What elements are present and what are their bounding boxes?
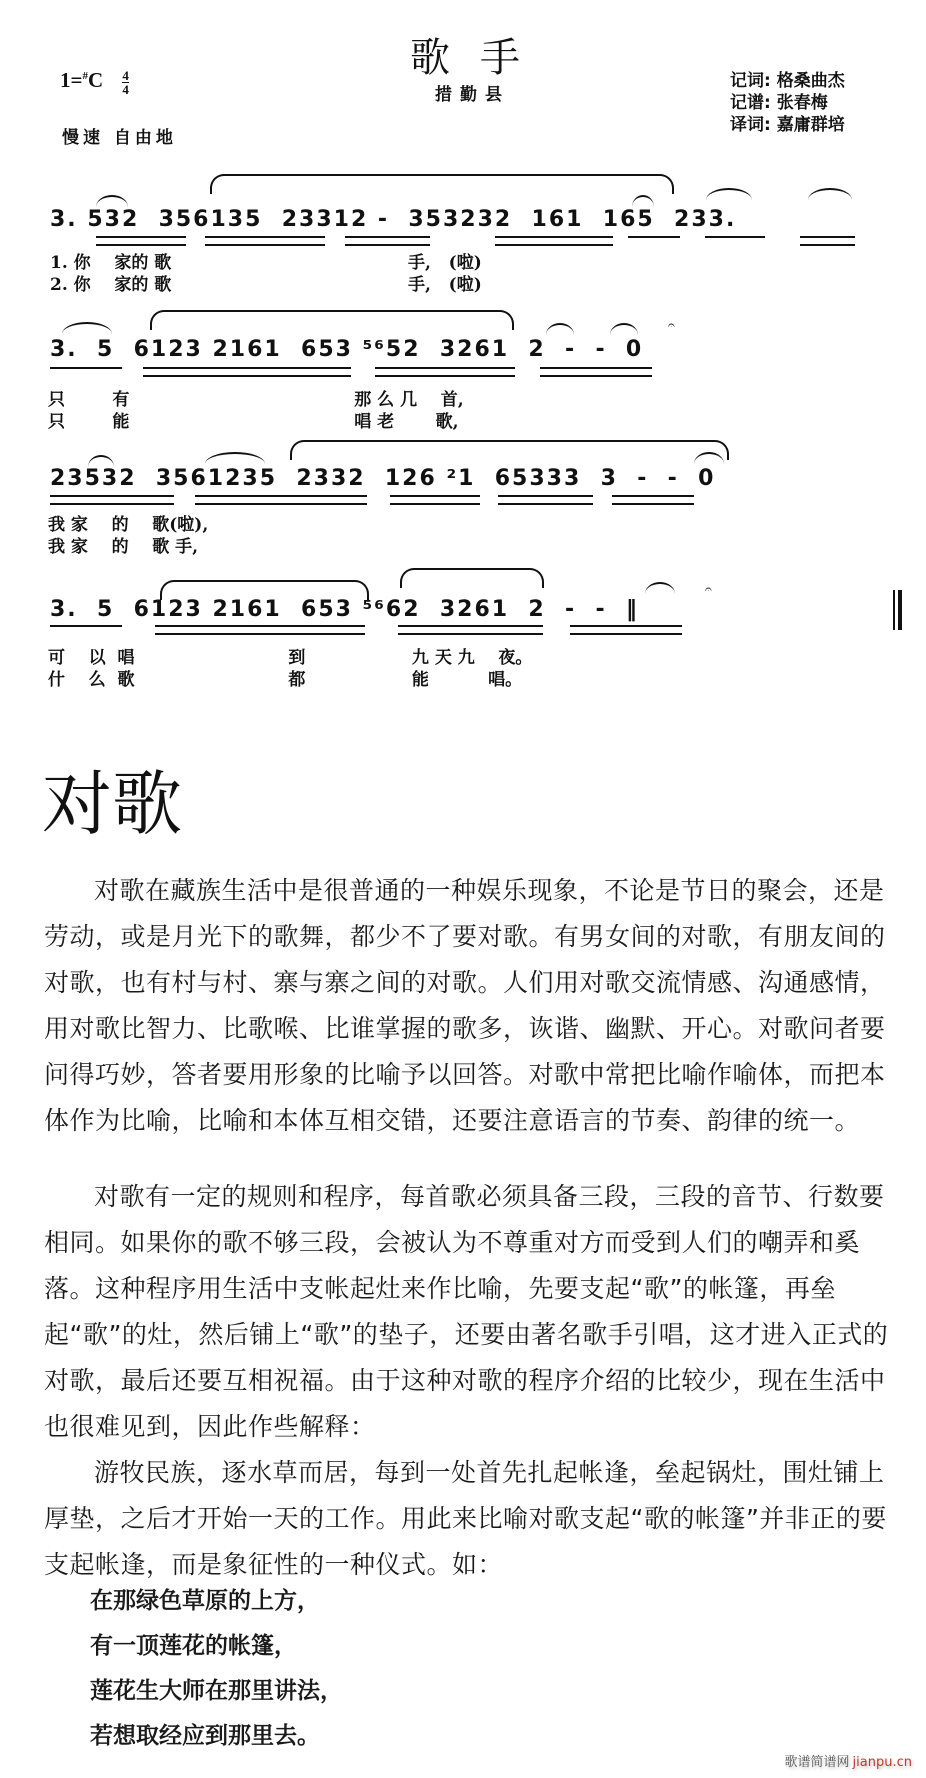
tie [62, 322, 112, 334]
beam [50, 495, 174, 505]
final-barline-thick [898, 590, 902, 630]
tie [205, 452, 265, 464]
beam [50, 625, 122, 627]
song-origin: 措勤县 [435, 85, 510, 105]
triplet-slur [706, 188, 752, 200]
beam [155, 625, 365, 635]
beam [390, 495, 480, 505]
phrase-slur [210, 174, 674, 194]
beam [143, 367, 351, 377]
poem-line: 有一顶莲花的帐篷， [90, 1632, 297, 1659]
beam [570, 625, 682, 635]
beam [50, 367, 122, 369]
song-title: 歌手 [410, 35, 550, 81]
lyrics-line-4-verse-1: 可 以 唱 到 九 天 九 夜。 [48, 648, 533, 668]
poem-line: 若想取经应到那里去。 [90, 1722, 320, 1749]
lyrics-line-1-verse-2: 2. 你 家的 歌 手, (啦) [50, 275, 482, 295]
lyrics-line-2-verse-1: 只 有 那 么 几 首, [48, 390, 464, 410]
key-main: 1= [60, 68, 83, 92]
watermark-url: jianpu.cn [852, 1755, 912, 1770]
notation-line-3: 23532 3561235 2332 126 ²1 65333 3 - - 0 [50, 466, 716, 491]
watermark [785, 1751, 912, 1770]
tempo-marking: 慢速 自由地 [62, 128, 177, 148]
tie [808, 188, 852, 200]
phrase-slur [290, 440, 729, 460]
credit-translation: 译词: 嘉庸群培 [730, 115, 845, 135]
poem [90, 1578, 343, 1758]
credits [730, 70, 845, 136]
tie [610, 323, 638, 335]
beam [205, 236, 325, 246]
key-note: C [87, 68, 104, 92]
essay-paragraph-3: 游牧民族，逐水草而居，每到一处首先扎起帐逢，垒起锅灶，围灶铺上厚垫，之后才开始一天的工作。用此来比喻对歌支起“歌的帐篷”并非正的要支起帐逢，而是象征性的一种仪式。如： [44, 1458, 887, 1579]
credit-lyrics: 记词: 格桑曲杰 [730, 71, 845, 91]
beam [195, 495, 367, 505]
notation-line-2: 3. 5 6123 2161 653 ⁵⁶52 3261 2 - - 0 [50, 337, 644, 362]
sharp-sign: # [82, 70, 88, 82]
beam [495, 236, 613, 246]
essay-title: 对歌 [42, 763, 182, 845]
beam [540, 367, 652, 377]
beam [345, 236, 430, 246]
beam [375, 367, 515, 377]
beam [398, 625, 543, 635]
tie [645, 582, 675, 594]
essay-paragraph-2: 对歌有一定的规则和程序，每首歌必须具备三段，三段的音节、行数要相同。如果你的歌不够三段，会被认为不尊重对方而受到人们的嘲弄和奚落。这种程序用生活中支帐起灶来作比喻，先要支起“歌”的帐篷，再垒起“歌”的灶，然后铺上“歌”的垫子，还要由著名歌手引唱，这才进入正式的对歌，最后还要互相祝福。由于这种对歌的程序介绍的比较少，现在生活中也很难见到，因此作些解释： [44, 1182, 889, 1441]
essay-paragraph-1: 对歌在藏族生活中是很普通的一种娱乐现象，不论是节日的聚会，还是劳动，或是月光下的歌舞，都少不了要对歌。有男女间的对歌，有朋友间的对歌，也有村与村、寨与寨之间的对歌。人们用对歌交流情感、沟通感情，用对歌比智力、比歌喉、比谁掌握的歌多，诙谐、幽默、开心。对歌问者要问得巧妙，答者要用形象的比喻予以回答。对歌中常把比喻作喻体，而把本体作为比喻，比喻和本体互相交错，还要注意语言的节奏、韵律的统一。 [44, 876, 886, 1135]
fermata-icon: 𝄐 [668, 318, 675, 332]
phrase-slur [400, 568, 544, 588]
time-signature-bottom: 4 [122, 81, 129, 97]
fermata-icon: 𝄐 [705, 582, 712, 596]
watermark-site-name: 歌谱简谱网 [784, 1755, 850, 1770]
notation-line-4: 3. 5 6123 2161 653 ⁵⁶62 3261 2 - - ‖ [50, 597, 639, 622]
beam [628, 236, 680, 238]
tie [632, 195, 654, 207]
beam [800, 236, 855, 246]
key-signature [60, 68, 129, 96]
lyrics-line-2-verse-2: 只 能 唱 老 歌, [48, 412, 459, 432]
beam [612, 495, 694, 505]
poem-line: 莲花生大师在那里讲法， [90, 1677, 343, 1704]
lyrics-line-3-verse-1: 我 家 的 歌(啦), [48, 515, 209, 535]
beam [705, 236, 765, 238]
notation-line-1: 3. 532 356135 23312 - 353232 161 165 233. [50, 207, 737, 232]
phrase-slur [150, 310, 514, 330]
lyrics-line-3-verse-2: 我 家 的 歌 手, [48, 537, 199, 557]
beam [96, 236, 186, 246]
lyrics-line-1-verse-1: 1. 你 家的 歌 手, (啦) [50, 253, 482, 273]
lyrics-line-4-verse-2: 什 么 歌 都 能 唱。 [48, 670, 523, 690]
time-signature [122, 69, 129, 96]
tie [96, 195, 128, 207]
final-barline [893, 590, 895, 630]
credit-notation: 记谱: 张春梅 [730, 93, 828, 113]
poem-line: 在那绿色草原的上方， [90, 1587, 320, 1614]
time-signature-top: 4 [122, 67, 129, 83]
beam [498, 495, 593, 505]
tie [546, 323, 574, 335]
